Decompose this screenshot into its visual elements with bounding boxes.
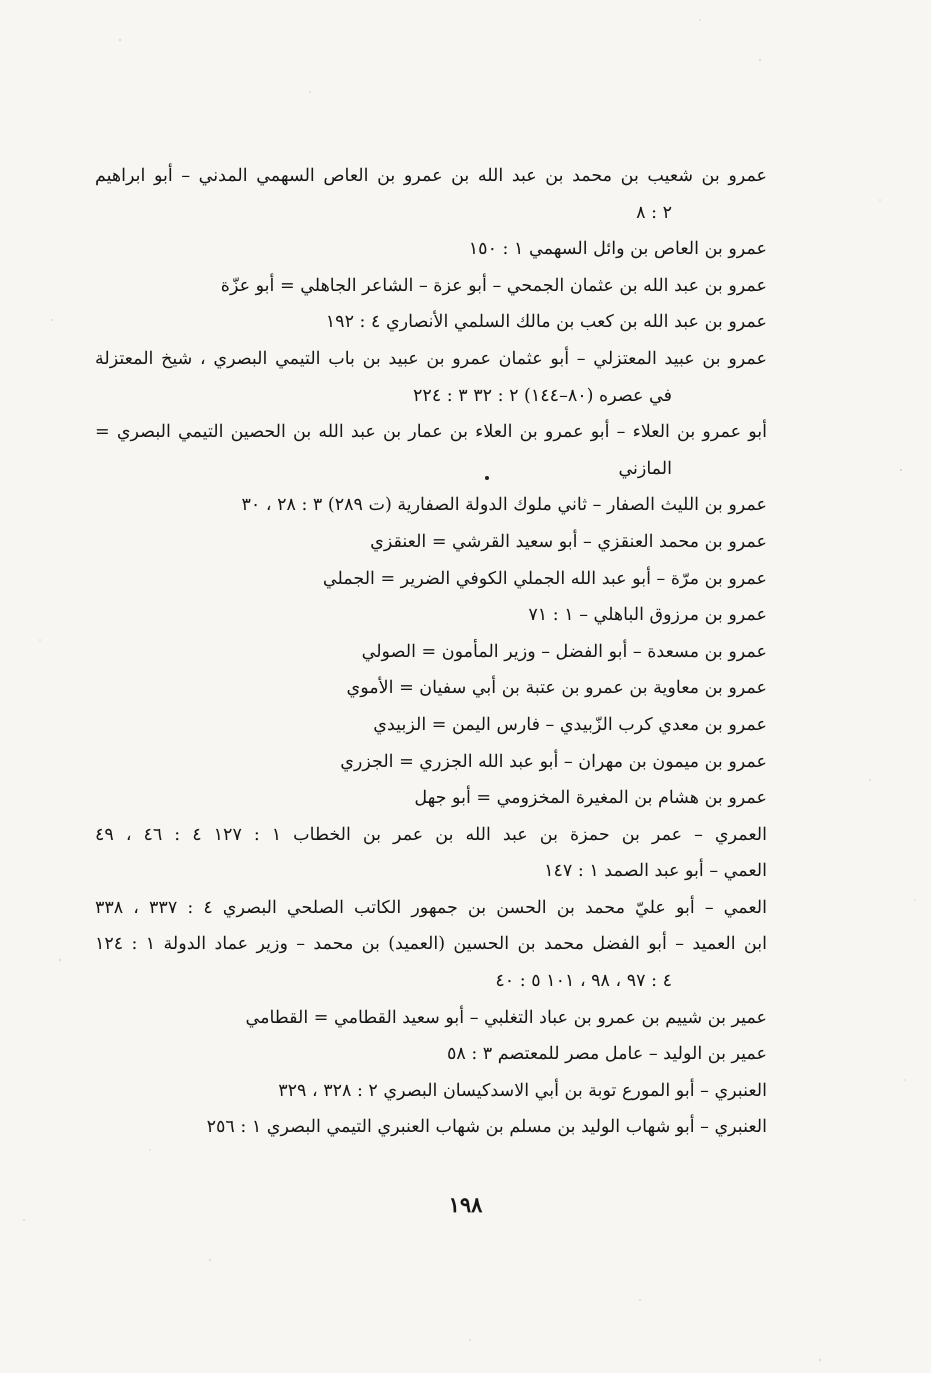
entry-line: العنبري – أبو شهاب الوليد بن مسلم بن شهاب العنبري التيمي البصري ١ : ٢٥٦ — [206, 1117, 767, 1138]
entry-line: عمرو بن عبيد المعتزلي – أبو عثمان عمرو بن عبيد بن باب التيمي البصري ، شيخ المعتزلة — [95, 348, 767, 369]
page-number: ١٩٨ — [448, 1192, 483, 1217]
entry-line: عمرو بن العاص بن وائل السهمي ١ : ١٥٠ — [468, 239, 767, 260]
entry-line: عمرو بن هشام بن المغيرة المخزومي = أبو جهل — [414, 788, 767, 809]
index-entries — [95, 158, 767, 1146]
entry-line: عمرو بن الليث الصفار – ثاني ملوك الدولة الصفارية (ت ٢٨٩) ٣ : ٢٨ ، ٣٠ — [241, 495, 767, 516]
entry-line: أبو عمرو بن العلاء – أبو عمرو بن العلاء بن عمار بن عبد الله بن الحصين التيمي البصري = — [95, 422, 767, 443]
entry-line: العنبري – أبو المورع توبة بن أبي الاسدكيسان البصري ٢ : ٣٢٨ ، ٣٢٩ — [278, 1080, 767, 1101]
entry-line: عمرو بن معاوية بن عمرو بن عتبة بن أبي سفيان = الأموي — [346, 678, 767, 699]
entry-line: ابن العميد – أبو الفضل محمد بن الحسين (العميد) بن محمد – وزير عماد الدولة ١ : ١٢٤ — [95, 934, 767, 955]
entry-line: عمرو بن عبد الله بن عثمان الجمحي – أبو عزة – الشاعر الجاهلي = أبو عزّة — [220, 275, 767, 296]
entry-line: العمي – أبو عليّ محمد بن الحسن بن جمهور الكاتب الصلحي البصري ٤ : ٣٣٧ ، ٣٣٨ — [95, 897, 767, 918]
entry-continuation: المازني — [618, 458, 672, 479]
entry-line: عمرو بن مرزوق الباهلي – ١ : ٧١ — [528, 605, 767, 626]
entry-continuation: ٤ : ٩٧ ، ٩٨ ، ١٠١ ٥ : ٤٠ — [495, 971, 672, 992]
entry-line: عمرو بن عبد الله بن كعب بن مالك السلمي الأنصاري ٤ : ١٩٢ — [325, 312, 767, 333]
entry-line: عمرو بن ميمون بن مهران – أبو عبد الله الجزري = الجزري — [340, 751, 767, 772]
entry-line: العمري – عمر بن حمزة بن عبد الله بن عمر بن الخطاب ١ : ١٢٧ ٤ : ٤٦ ، ٤٩ — [95, 824, 767, 845]
entry-line: عمرو بن شعيب بن محمد بن عبد الله بن عمرو بن العاص السهمي المدني – أبو ابراهيم — [95, 166, 767, 186]
ink-dot-mark — [485, 476, 489, 480]
entry-line: عمرو بن مرّة – أبو عبد الله الجملي الكوفي الضرير = الجملي — [322, 568, 767, 589]
entry-line: عمير بن الوليد – عامل مصر للمعتصم ٣ : ٥٨ — [446, 1044, 767, 1065]
entry-line: عمرو بن مسعدة – أبو الفضل – وزير المأمون = الصولي — [361, 641, 767, 662]
entry-continuation: في عصره (٨٠–١٤٤) ٢ : ٣٢ ٣ : ٢٢٤ — [413, 385, 672, 406]
entry-line: عمرو بن محمد العنقزي – أبو سعيد القرشي = العنقزي — [370, 531, 767, 552]
entry-line: عمير بن شييم بن عمرو بن عباد التغلبي – أبو سعيد القطامي = القطامي — [245, 1007, 767, 1028]
entry-continuation: ٢ : ٨ — [636, 202, 672, 223]
entry-line: عمرو بن معدي كرب الزّبيدي – فارس اليمن = الزبيدي — [373, 714, 767, 735]
entry-line: العمي – أبو عبد الصمد ١ : ١٤٧ — [544, 861, 767, 882]
